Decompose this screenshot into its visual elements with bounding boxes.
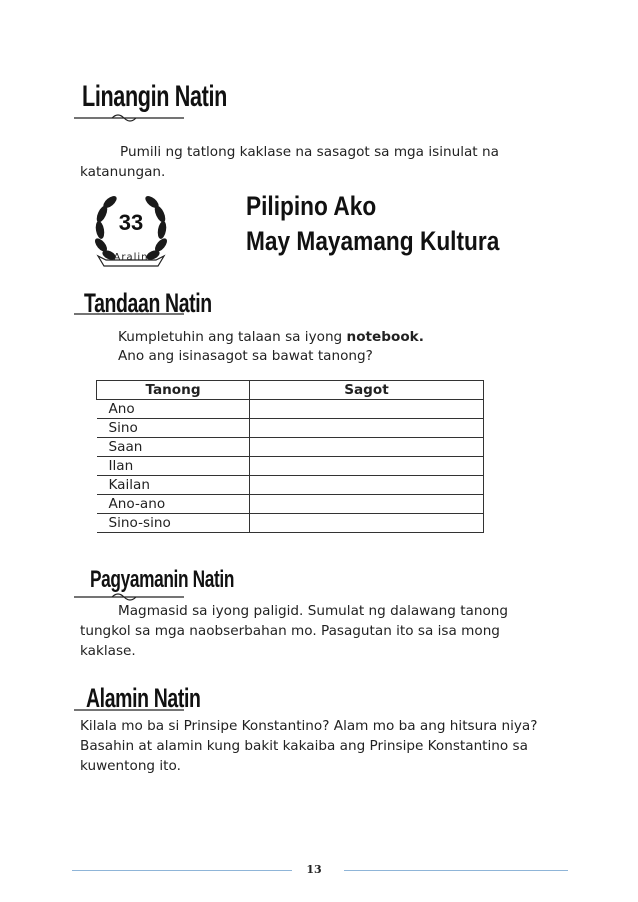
instruction-bold: notebook. <box>346 329 424 345</box>
instruction-text: Kumpletuhin ang talaan sa iyong <box>118 329 347 345</box>
tandaan-instruction-line1 <box>118 327 424 347</box>
question-cell: Kailan <box>97 476 250 495</box>
question-cell: Saan <box>97 438 250 457</box>
answer-cell <box>250 495 484 514</box>
tandaan-instruction-line2: Ano ang isinasagot sa bawat tanong? <box>118 348 373 364</box>
column-header-tanong: Tanong <box>97 381 250 400</box>
footer-rule-left <box>72 870 292 871</box>
lesson-number: 33 <box>118 210 144 235</box>
answer-cell <box>250 476 484 495</box>
section-heading-pagyamanin: Pagyamanin Natin <box>90 566 235 593</box>
table-row <box>97 476 484 495</box>
table-row <box>97 419 484 438</box>
answer-cell <box>250 438 484 457</box>
qa-table <box>96 380 484 533</box>
heading-underline-ornament <box>74 302 184 322</box>
page-number: 13 <box>306 863 322 876</box>
answer-cell <box>250 419 484 438</box>
answer-cell <box>250 457 484 476</box>
question-cell: Ano-ano <box>97 495 250 514</box>
lesson-label: Aralin <box>113 252 149 263</box>
footer-rule-right <box>344 870 568 871</box>
answer-cell <box>250 400 484 419</box>
alamin-text: Kilala mo ba si Prinsipe Konstantino? Alam mo ba ang hitsura niya? Basahin at alamin kung bakit kakaiba ang Prinsipe Konstantino sa kuwentong ito. <box>80 718 538 774</box>
heading-underline-ornament <box>74 106 184 126</box>
linangin-instruction: Pumili ng tatlong kaklase na sasagot sa mga isinulat na katanungan. <box>80 144 499 180</box>
pagyamanin-instruction: Magmasid sa iyong paligid. Sumulat ng dalawang tanong tungkol sa mga naobserbahan mo. Pasagutan ito sa isa mong kaklase. <box>80 603 509 659</box>
answer-cell <box>250 514 484 533</box>
lesson-title-line2: May Mayamang Kultura <box>246 226 500 256</box>
table-row <box>97 495 484 514</box>
table-row <box>97 438 484 457</box>
table-row <box>97 514 484 533</box>
section-heading-alamin: Alamin Natin <box>86 683 201 713</box>
table-header-row <box>97 381 484 400</box>
lesson-title-line1: Pilipino Ako <box>246 191 377 221</box>
section-heading-tandaan: Tandaan Natin <box>84 288 212 318</box>
column-header-sagot: Sagot <box>250 381 484 400</box>
question-cell: Sino <box>97 419 250 438</box>
question-cell: Ilan <box>97 457 250 476</box>
section-heading-linangin: Linangin Natin <box>82 80 227 113</box>
question-cell: Sino-sino <box>97 514 250 533</box>
lesson-badge <box>86 190 176 272</box>
table-row <box>97 400 484 419</box>
question-cell: Ano <box>97 400 250 419</box>
table-row <box>97 457 484 476</box>
heading-underline-ornament <box>74 698 184 718</box>
